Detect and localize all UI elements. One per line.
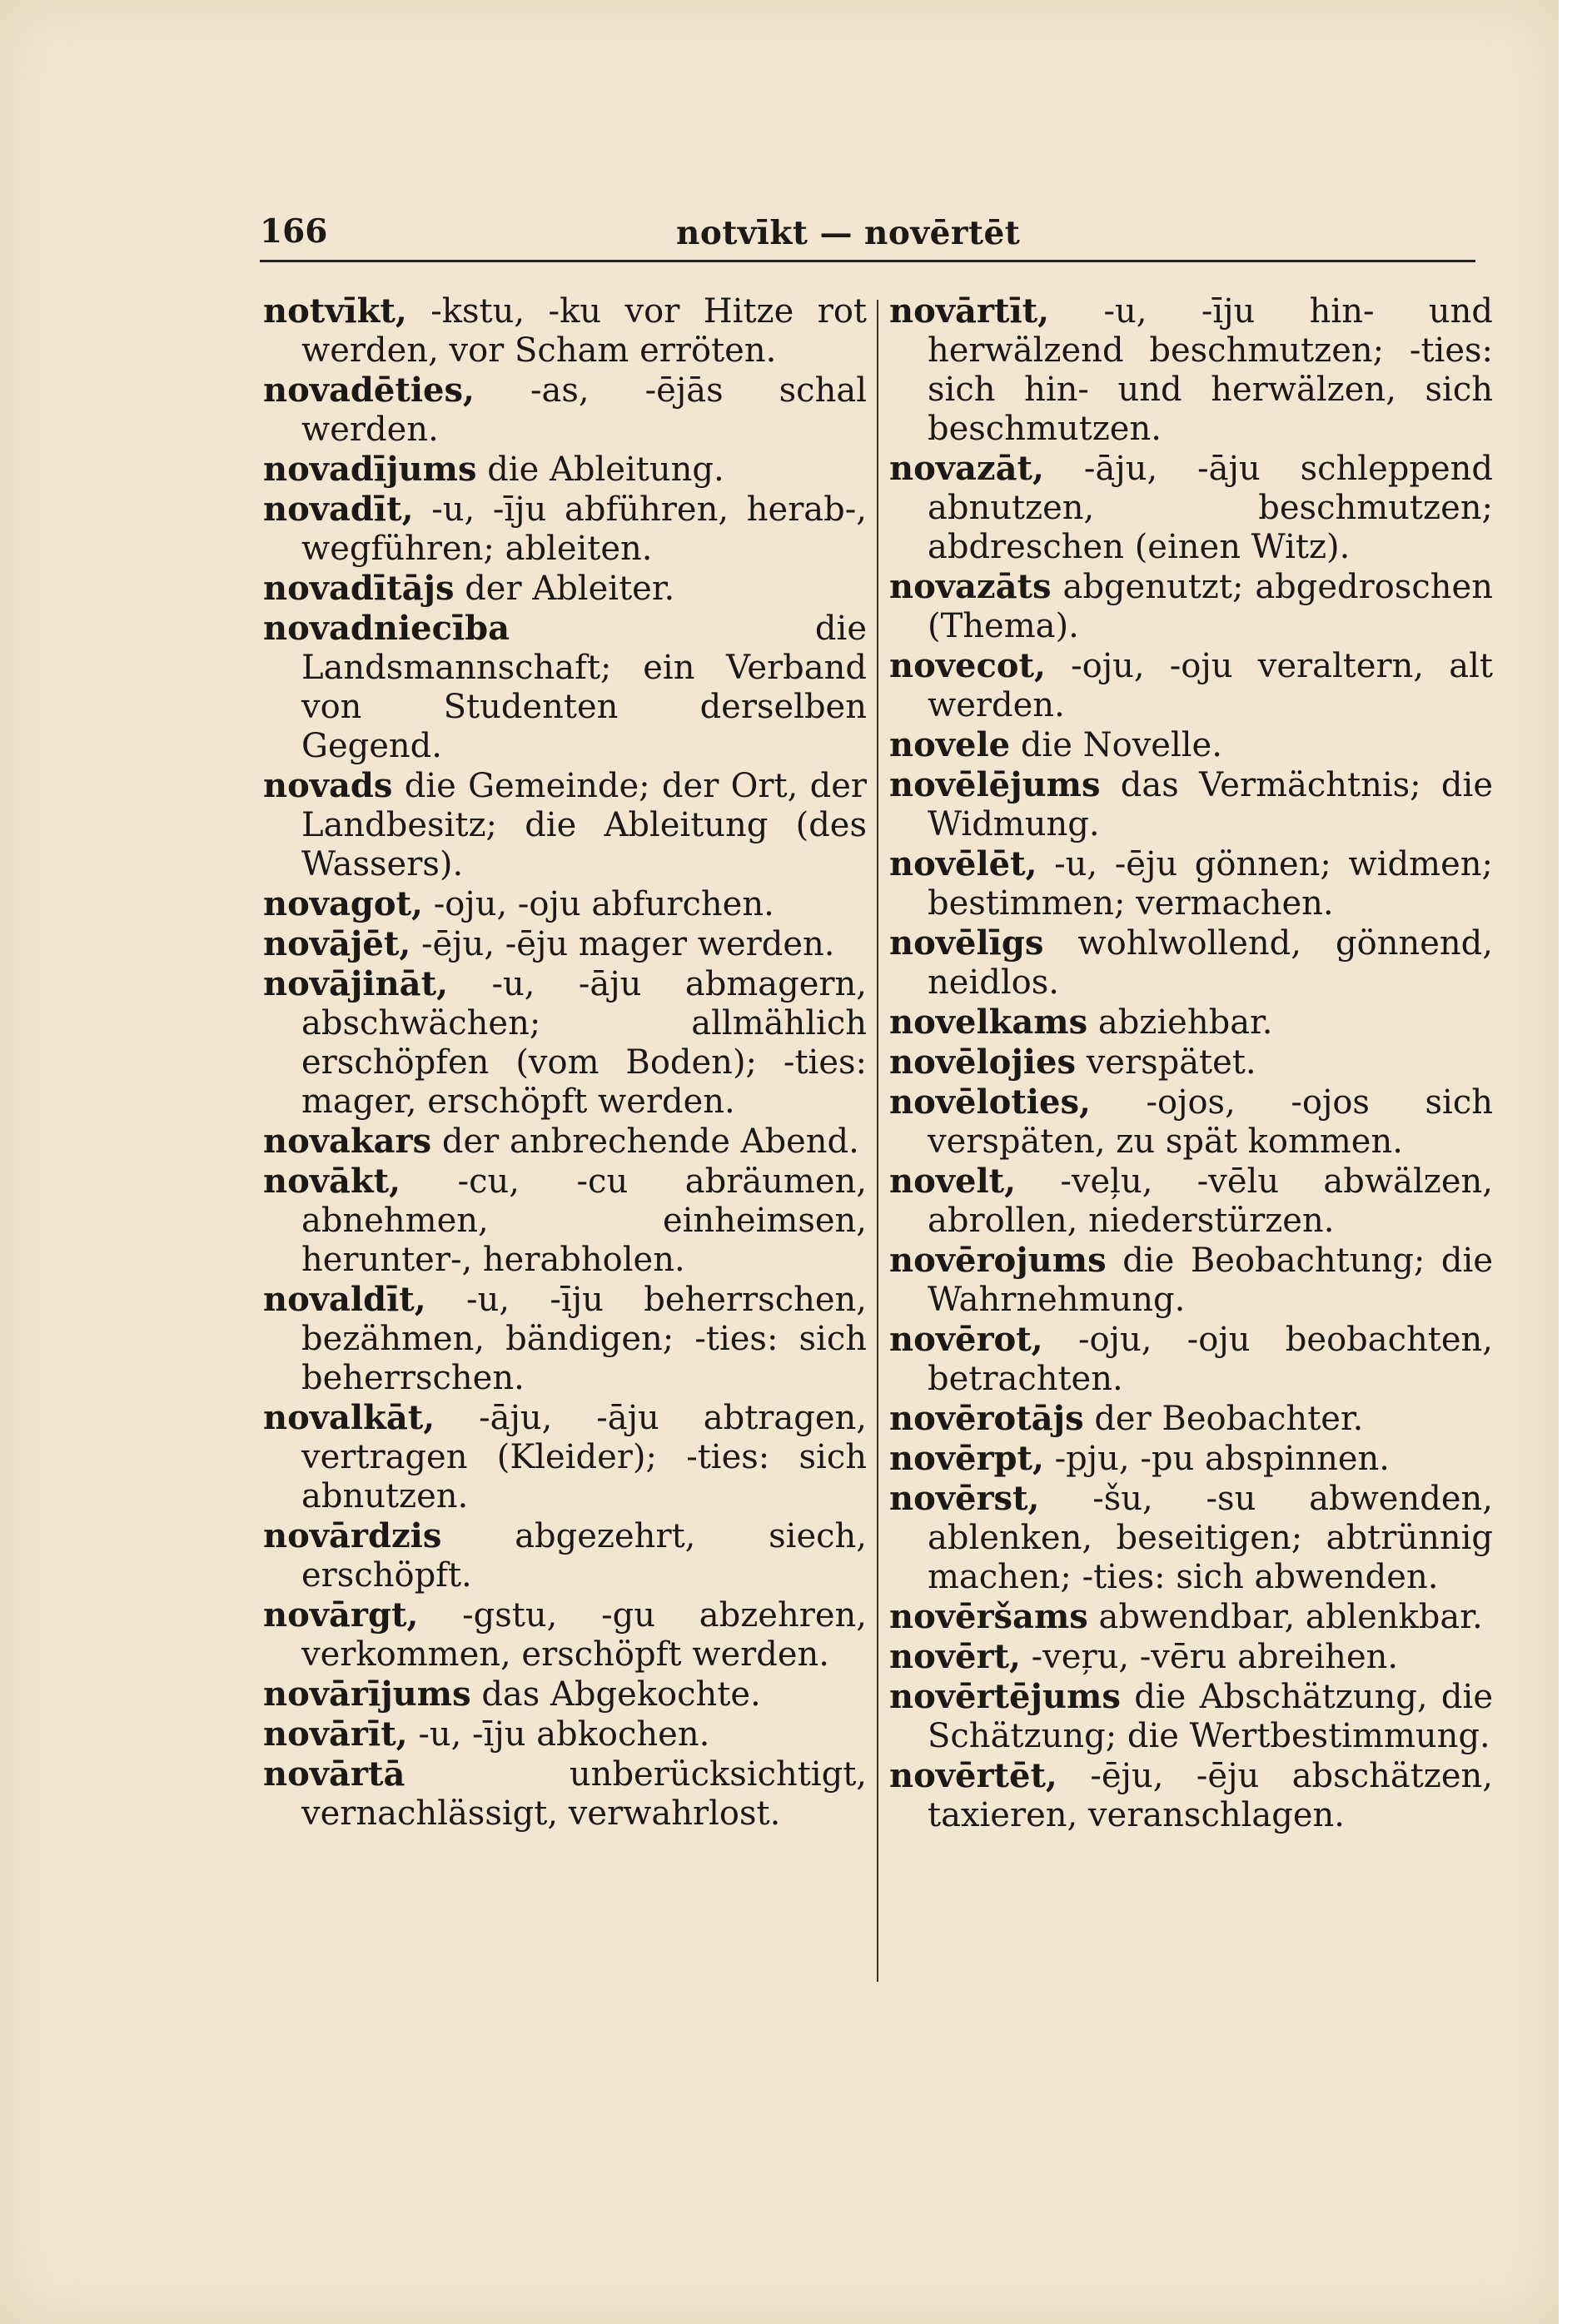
dictionary-entry bbox=[889, 923, 1493, 1003]
entry-headword: novājēt, bbox=[263, 924, 411, 963]
dictionary-entry bbox=[263, 1122, 867, 1162]
entry-gloss: -āju, -āju schleppend abnutzen, beschmutzen; abdreschen (einen Witz). bbox=[928, 450, 1493, 566]
entry-headword: novele bbox=[889, 725, 1011, 764]
entry-headword: novārīt, bbox=[263, 1714, 408, 1754]
entry-gloss: -āju, -āju abtragen, vertragen (Kleider); -ties: sich abnutzen. bbox=[301, 1399, 868, 1515]
entry-gloss: -u, -īju hin- und herwälzend beschmutzen; -ties: sich hin- und herwälzen, sich beschmutzen. bbox=[928, 292, 1493, 448]
entry-gloss: -oju, -oju veraltern, alt werden. bbox=[928, 647, 1493, 724]
dictionary-entry bbox=[889, 1043, 1493, 1082]
entry-headword: novadītājs bbox=[263, 569, 455, 608]
dictionary-entry bbox=[263, 1516, 867, 1595]
entry-headword: novēršams bbox=[889, 1597, 1088, 1636]
dictionary-entry bbox=[889, 1439, 1493, 1479]
entry-gloss: -oju, -oju abfurchen. bbox=[433, 885, 774, 923]
dictionary-entry bbox=[263, 1714, 867, 1754]
entry-gloss: -u, -īju abkochen. bbox=[418, 1715, 710, 1754]
entry-gloss: -as, -ējās schal werden. bbox=[301, 371, 867, 449]
dictionary-entry bbox=[889, 567, 1493, 646]
entry-gloss: der Ableiter. bbox=[465, 570, 675, 608]
entry-gloss: abwendbar, ablenkbar. bbox=[1098, 1598, 1483, 1636]
dictionary-entry bbox=[263, 569, 867, 609]
entry-gloss: -u, -īju abführen, herab-, wegführen; ableiten. bbox=[301, 490, 867, 568]
dictionary-entry bbox=[889, 1320, 1493, 1399]
entry-headword: novērst, bbox=[889, 1479, 1040, 1518]
entry-headword: novagot, bbox=[263, 884, 423, 923]
entry-headword: novērtēt, bbox=[889, 1756, 1057, 1795]
dictionary-entry bbox=[263, 291, 867, 371]
entry-headword: novārtīt, bbox=[889, 291, 1050, 331]
entry-gloss: -veŗu, -vēru abreihen. bbox=[1031, 1638, 1399, 1676]
dictionary-entry bbox=[889, 1677, 1493, 1756]
dictionary-entry bbox=[889, 844, 1493, 923]
dictionary-entry bbox=[263, 1595, 867, 1675]
entry-headword: novadīt, bbox=[263, 490, 414, 529]
dictionary-entry bbox=[263, 1398, 867, 1516]
page-header bbox=[260, 212, 1475, 261]
dictionary-entry bbox=[889, 646, 1493, 725]
entry-headword: novadniecība bbox=[263, 609, 510, 648]
entry-gloss: -u, -īju beherrschen, bezähmen, bändigen; -ties: sich beherrschen. bbox=[301, 1281, 868, 1397]
entry-headword: novārgt, bbox=[263, 1595, 419, 1635]
dictionary-entry bbox=[263, 1754, 867, 1834]
dictionary-entry bbox=[263, 1280, 867, 1398]
dictionary-entry bbox=[889, 1082, 1493, 1162]
entry-gloss: abgezehrt, siech, erschöpft. bbox=[301, 1517, 868, 1595]
entry-headword: novākt, bbox=[263, 1162, 401, 1201]
entry-headword: novērtējums bbox=[889, 1677, 1121, 1716]
entry-headword: novērojums bbox=[889, 1241, 1107, 1280]
entry-gloss: das Abgekochte. bbox=[481, 1675, 761, 1714]
dictionary-entry bbox=[263, 964, 867, 1122]
running-head: notvīkt — novērtēt bbox=[676, 214, 1021, 252]
dictionary-entry bbox=[263, 1675, 867, 1714]
page-number: 166 bbox=[260, 212, 328, 251]
entry-gloss: die Beobachtung; die Wahrnehmung. bbox=[928, 1242, 1494, 1319]
dictionary-entry bbox=[889, 1637, 1493, 1677]
entry-gloss: -cu, -cu abräumen, abnehmen, einheimsen, herunter-, herabholen. bbox=[301, 1162, 868, 1279]
entry-headword: novēlīgs bbox=[889, 923, 1044, 963]
dictionary-entry bbox=[889, 1479, 1493, 1597]
entry-headword: novazāt, bbox=[889, 449, 1044, 488]
entry-gloss: -ojos, -ojos sich verspäten, zu spät kommen. bbox=[928, 1083, 1493, 1161]
dictionary-entry bbox=[263, 924, 867, 964]
entry-headword: novēloties, bbox=[889, 1082, 1091, 1122]
header-rule bbox=[260, 260, 1475, 262]
dictionary-entry bbox=[263, 766, 867, 884]
dictionary-entry bbox=[263, 884, 867, 924]
entry-gloss: die Ableitung. bbox=[487, 450, 724, 489]
entry-gloss: der anbrechende Abend. bbox=[441, 1122, 859, 1161]
right-column bbox=[889, 291, 1493, 1835]
entry-gloss: -u, -āju abmagern, abschwächen; allmählich erschöpfen (vom Boden); -ties: mager, erschöpft werden. bbox=[301, 965, 868, 1121]
entry-gloss: die Gemeinde; der Ort, der Landbesitz; die Ableitung (des Wassers). bbox=[301, 767, 867, 883]
entry-gloss: -u, -ēju gönnen; widmen; bestimmen; vermachen. bbox=[928, 845, 1493, 923]
entry-headword: novads bbox=[263, 766, 393, 805]
entry-gloss: wohlwollend, gönnend, neidlos. bbox=[928, 924, 1493, 1002]
entry-headword: novērpt, bbox=[889, 1439, 1044, 1478]
entry-gloss: abziehbar. bbox=[1097, 1003, 1273, 1042]
entry-headword: novērot, bbox=[889, 1320, 1043, 1359]
dictionary-entry bbox=[889, 1241, 1493, 1320]
entry-gloss: die Novelle. bbox=[1020, 726, 1222, 764]
entry-headword: novārtā bbox=[263, 1754, 405, 1794]
dictionary-entry bbox=[889, 449, 1493, 567]
entry-headword: novadēties, bbox=[263, 371, 475, 410]
entry-gloss: unberücksichtigt, vernachlässigt, verwahrlost. bbox=[301, 1755, 867, 1833]
entry-gloss: abgenutzt; abgedroschen (Thema). bbox=[928, 568, 1493, 645]
dictionary-entry bbox=[263, 490, 867, 569]
entry-headword: novalkāt, bbox=[263, 1398, 435, 1437]
entry-gloss: die Abschätzung, die Schätzung; die Wertbestimmung. bbox=[928, 1678, 1493, 1755]
dictionary-entry bbox=[889, 1756, 1493, 1835]
entry-headword: novecot, bbox=[889, 646, 1046, 685]
entry-headword: novazāts bbox=[889, 567, 1052, 606]
entry-headword: novājināt, bbox=[263, 964, 448, 1003]
entry-gloss: -veļu, -vēlu abwälzen, abrollen, niederstürzen. bbox=[928, 1162, 1493, 1240]
dictionary-entry bbox=[263, 1162, 867, 1280]
entry-headword: novārdzis bbox=[263, 1516, 442, 1555]
dictionary-entry bbox=[889, 1003, 1493, 1043]
column-divider bbox=[877, 300, 878, 1982]
entry-headword: novērotājs bbox=[889, 1399, 1084, 1438]
dictionary-entry bbox=[889, 1162, 1493, 1241]
entry-gloss: -ēju, -ēju abschätzen, taxieren, veranschlagen. bbox=[928, 1757, 1494, 1834]
left-column bbox=[263, 291, 867, 1834]
entry-headword: novelkams bbox=[889, 1003, 1088, 1042]
entry-headword: novēlējums bbox=[889, 765, 1101, 804]
entry-gloss: -pju, -pu abspinnen. bbox=[1054, 1440, 1390, 1478]
entry-gloss: -šu, -su abwenden, ablenken, beseitigen; abtrünnig machen; -ties: sich abwenden. bbox=[928, 1480, 1493, 1596]
dictionary-entry bbox=[263, 609, 867, 766]
dictionary-entry bbox=[889, 291, 1493, 449]
entry-headword: novēlēt, bbox=[889, 844, 1037, 883]
entry-gloss: -oju, -oju beobachten, betrachten. bbox=[928, 1321, 1494, 1398]
entry-headword: novelt, bbox=[889, 1162, 1017, 1201]
entry-headword: novārījums bbox=[263, 1675, 471, 1714]
dictionary-entry bbox=[889, 765, 1493, 844]
dictionary-entry bbox=[263, 371, 867, 450]
entry-gloss: verspätet. bbox=[1086, 1043, 1256, 1082]
dictionary-entry bbox=[263, 450, 867, 490]
entry-gloss: -kstu, -ku vor Hitze rot werden, vor Scham erröten. bbox=[301, 292, 868, 370]
entry-gloss: das Vermächtnis; die Widmung. bbox=[928, 766, 1494, 844]
entry-headword: novakars bbox=[263, 1122, 432, 1161]
entry-gloss: die Landsmannschaft; ein Verband von Studenten derselben Gegend. bbox=[301, 610, 867, 765]
entry-gloss: der Beobachter. bbox=[1094, 1400, 1364, 1438]
entry-headword: notvīkt, bbox=[263, 291, 407, 331]
entry-headword: novēlojies bbox=[889, 1043, 1076, 1082]
entry-gloss: -ēju, -ēju mager werden. bbox=[420, 925, 835, 963]
dictionary-entry bbox=[889, 1597, 1493, 1637]
entry-headword: novadījums bbox=[263, 450, 477, 489]
entry-headword: novērt, bbox=[889, 1637, 1021, 1676]
dictionary-entry bbox=[889, 725, 1493, 765]
entry-headword: novaldīt, bbox=[263, 1280, 426, 1319]
entry-gloss: -gstu, -gu abzehren, verkommen, erschöpft werden. bbox=[301, 1596, 868, 1674]
dictionary-entry bbox=[889, 1399, 1493, 1439]
